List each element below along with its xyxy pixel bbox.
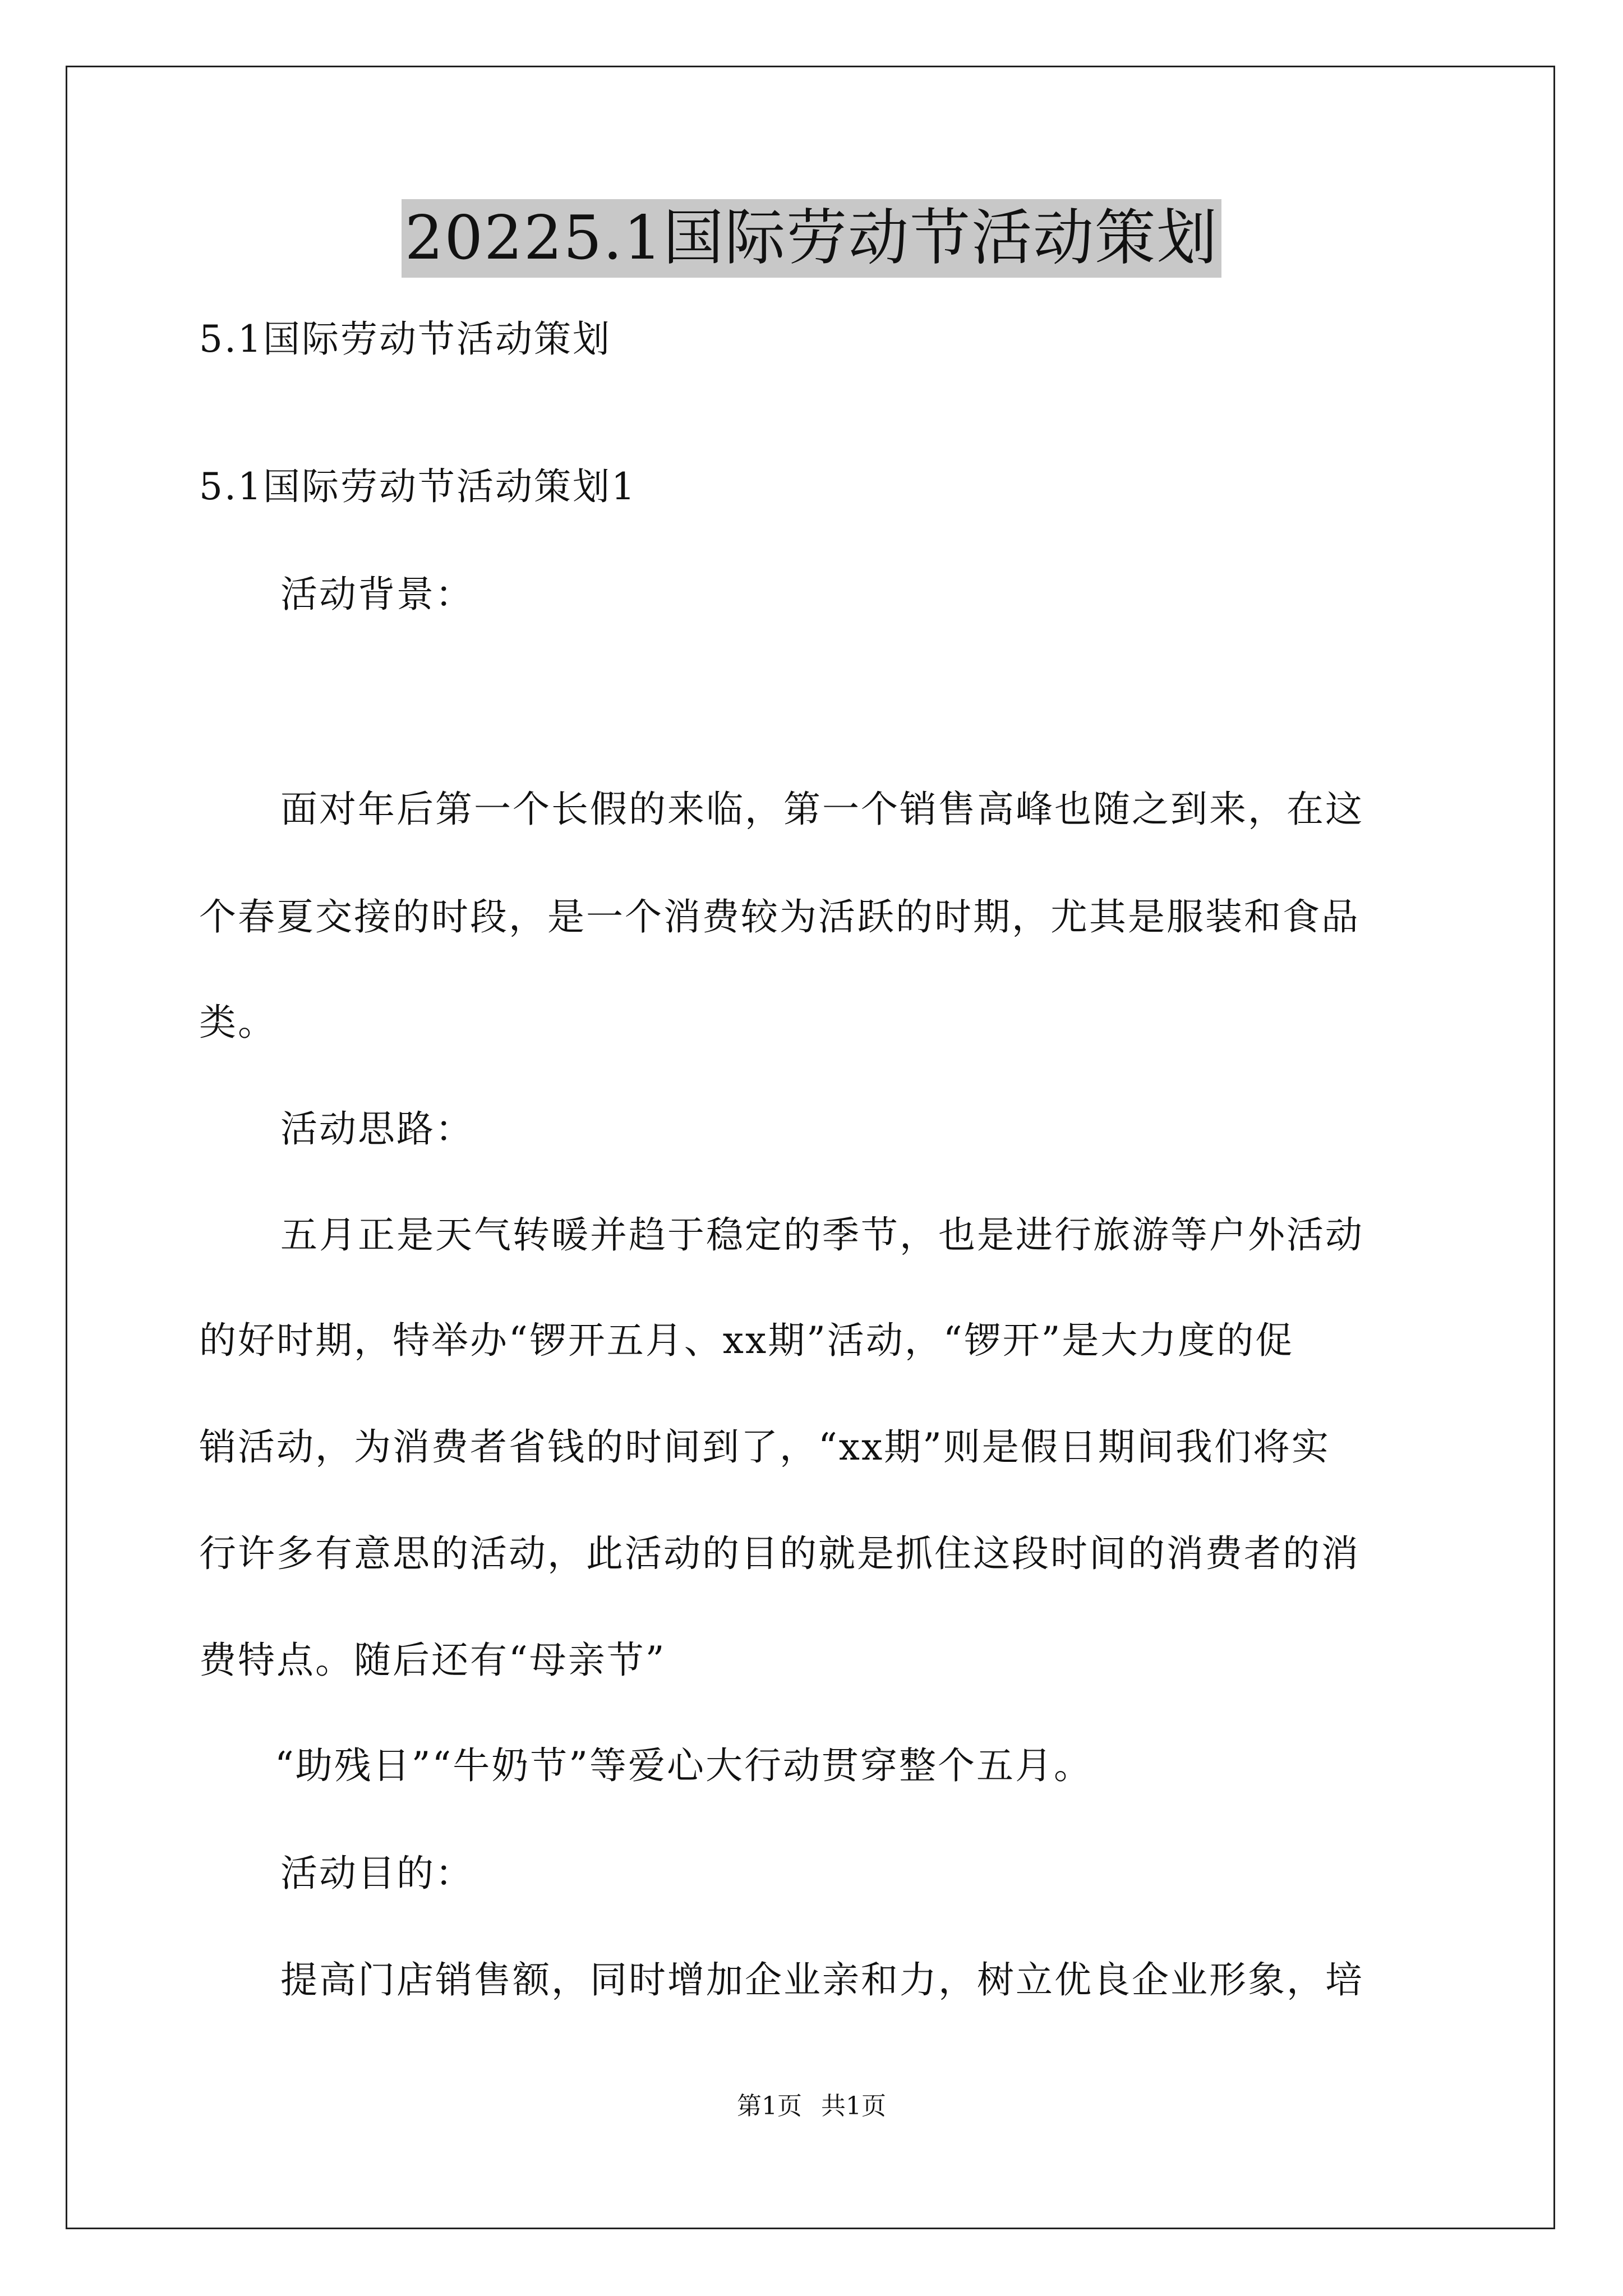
paragraph-line: 五月正是天气转暖并趋于稳定的季节，也是进行旅游等户外活动 bbox=[280, 1213, 1364, 1257]
label-purpose: 活动目的： bbox=[280, 1852, 474, 1895]
paragraph-line: 面对年后第一个长假的来临，第一个销售高峰也随之到来，在这 bbox=[280, 788, 1364, 831]
subtitle-line: 5.1国际劳动节活动策划 bbox=[199, 318, 611, 361]
section-heading: 5.1国际劳动节活动策划1 bbox=[199, 465, 637, 508]
page-current: 第1页 bbox=[737, 2092, 802, 2120]
paragraph-line: 个春夏交接的时段，是一个消费较为活跃的时期，尤其是服装和食品 bbox=[199, 895, 1360, 938]
paragraph-line: 提高门店销售额，同时增加企业亲和力，树立优良企业形象，培 bbox=[280, 1958, 1364, 2001]
page-footer bbox=[0, 2090, 1623, 2123]
paragraph-line: 的好时期，特举办“锣开五月、xx期”活动，“锣开”是大力度的促 bbox=[199, 1319, 1294, 1362]
paragraph-line: 费特点。随后还有“母亲节” bbox=[199, 1639, 666, 1682]
paragraph-line: 类。 bbox=[199, 1001, 276, 1044]
label-approach: 活动思路： bbox=[280, 1107, 474, 1151]
label-background: 活动背景： bbox=[280, 573, 474, 616]
paragraph-line: 行许多有意思的活动，此活动的目的就是抓住这段时间的消费者的消 bbox=[199, 1532, 1360, 1575]
paragraph-line: 销活动，为消费者省钱的时间到了，“xx期”则是假日期间我们将实 bbox=[199, 1425, 1330, 1469]
title-container bbox=[0, 199, 1623, 278]
document-title: 20225.1国际劳动节活动策划 bbox=[402, 199, 1222, 278]
page-total: 共1页 bbox=[821, 2092, 886, 2120]
paragraph-line: “助残日”“牛奶节”等爱心大行动贯穿整个五月。 bbox=[275, 1744, 1092, 1787]
